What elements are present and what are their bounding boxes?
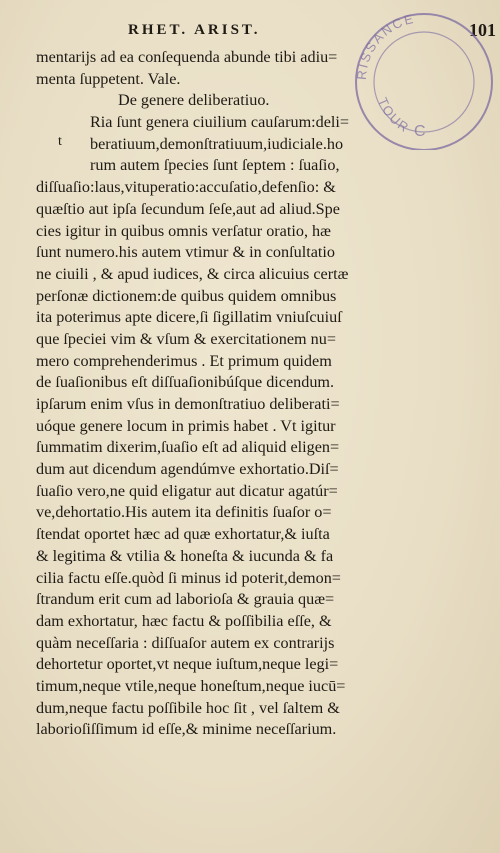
stamp-center-letter: C	[414, 123, 426, 140]
text-line: ſuaſio vero,ne quid eligatur aut dicatur agatúr=	[36, 481, 338, 500]
text-line: ſtendat oportet hæc ad quæ exhortatur,& iuſta	[36, 525, 330, 544]
page-header	[128, 20, 496, 42]
text-line: ita poterimus apte dicere,ſi ſigillatim vniuſcuiuſ	[36, 308, 342, 327]
text-line: quæſtio aut ipſa ſecundum ſeſe,aut ad aliud.Spe	[36, 199, 340, 218]
text-line: ſummatim dixerim,ſuaſio eſt ad aliquid eligen=	[36, 438, 340, 457]
text-line: dum aut dicendum agendúmve exhortatio.Diſ=	[36, 460, 339, 479]
text-line: ipſarum enim vſus in demonſtratiuo deliberati=	[36, 395, 340, 413]
text-line: mero comprehenderimus . Et primum quidem	[36, 351, 332, 370]
text-line: rum autem ſpecies ſunt ſeptem : ſuaſio,	[90, 156, 340, 175]
text-line: de ſuaſionibus eſt diſſuaſionibúſque dicendum.	[36, 373, 335, 392]
text-line: & legitima & vtilia & honeſta & iucunda & fa	[36, 546, 334, 565]
text-line: timum,neque vtile,neque honeſtum,neque iucū=	[36, 676, 346, 695]
text-line: quàm neceſſaria : diſſuaſor autem ex contrarijs	[36, 633, 335, 652]
text-line: ſunt numero.his autem vtimur & in conſultatio	[36, 243, 335, 262]
text-line: cilia factu eſſe.quòd ſi minus id poterit,demon=	[36, 568, 341, 587]
text-line: perſonæ dictionem:de quibus quidem omnibus	[36, 286, 337, 305]
section-heading: De genere deliberatiuo.	[118, 91, 270, 110]
text-line: que ſpeciei vim & vſum & exercitationem nu=	[36, 329, 336, 348]
page-number: 101	[469, 20, 496, 40]
text-line: ſtrandum erit cum ad laborioſa & grauia quæ=	[36, 590, 335, 609]
text-line: dam exhortatur, hæc factu & poſſibilia eſſe, &	[36, 611, 332, 630]
text-line: laborioſiſſimum id eſſe,& minime neceſſarium.	[36, 720, 337, 739]
svg-text:TOUR	[375, 95, 413, 136]
text-line: dehortetur oportet,vt neque iuſtum,neque legi=	[36, 655, 339, 674]
guide-letter: t	[58, 134, 62, 149]
text-line: diſſuaſio:laus,vituperatio:accuſatio,defenſio: &	[36, 178, 336, 197]
text-line: mentarijs ad ea conſequenda abunde tibi adiu=	[36, 48, 338, 66]
text-line: uóque genere locum in primis habet . Vt igitur	[36, 416, 336, 435]
text-line: ne ciuili , & apud iudices, & circa alicuius certæ	[36, 264, 349, 283]
stamp-lower-text: TOUR	[375, 95, 413, 136]
text-line: cies igitur in quibus omnis verſatur oratio, hæ	[36, 221, 331, 240]
text-line: beratiuum,demonſtratiuum,iudiciale.ho	[90, 134, 344, 153]
text-line: menta ſuppetent. Vale.	[36, 69, 181, 88]
text-block	[36, 47, 376, 741]
running-title: RHET. ARIST.	[128, 22, 261, 38]
text-line: dum,neque factu poſſibile hoc ſit , vel ſaltem &	[36, 698, 340, 717]
text-line: ve,dehortatio.His autem ita definitis ſuaſor o=	[36, 503, 332, 522]
stamp-upper-text: RISSANCE	[353, 10, 417, 81]
text-line: Ria ſunt genera ciuilium cauſarum:deli=	[90, 113, 350, 132]
